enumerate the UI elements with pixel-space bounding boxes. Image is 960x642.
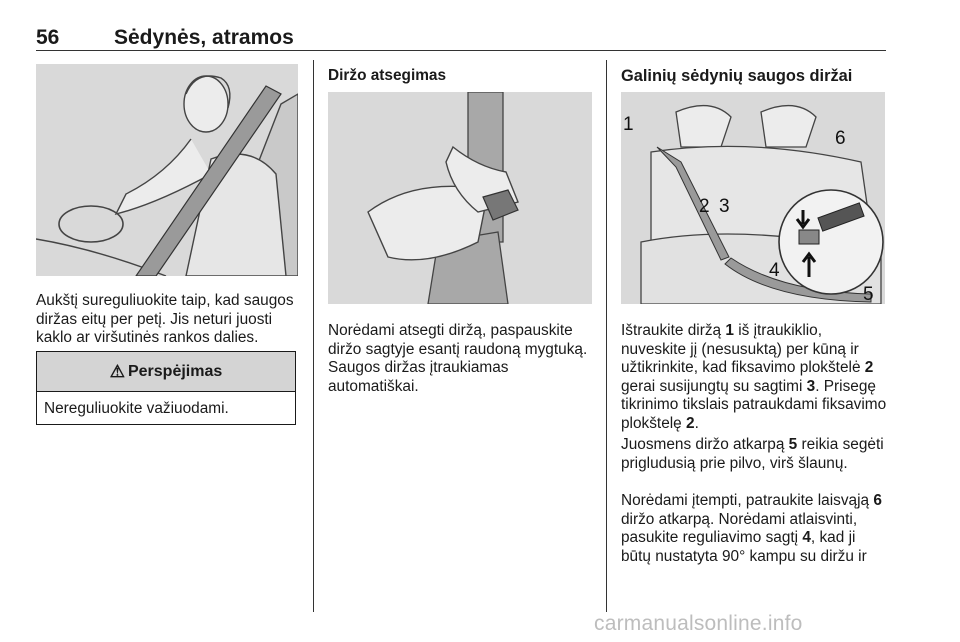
column-divider-2 xyxy=(606,60,607,612)
figure-seat-belt-driver xyxy=(36,64,298,276)
page-header xyxy=(36,26,886,50)
warning-title: Perspėjimas xyxy=(127,362,223,380)
ref-number: 2 xyxy=(686,414,695,432)
warning-text: Nereguliuokite važiuodami. xyxy=(44,400,229,417)
driver-illustration xyxy=(36,64,298,276)
text-run: Juosmens diržo atkarpą xyxy=(621,436,789,453)
text-run: diržo atkarpą. Norėdami atlaisvinti, pasukite reguliavimo sagtį xyxy=(621,510,858,547)
rear-belt-paragraph-3 xyxy=(621,492,889,566)
warning-header xyxy=(37,352,295,392)
callout-2: 2 xyxy=(699,196,710,217)
text-run: gerai susijungtų su sagtimi xyxy=(621,377,807,395)
ref-number: 1 xyxy=(725,322,734,339)
rear-seat-illustration xyxy=(621,92,885,304)
unbuckle-text: Norėdami atsegti diržą, paspauskite diržo sagtyje esantį raudoną mygtuką. Saugos diržas įtraukiamas automatiškai. xyxy=(328,322,588,395)
text-run: Ištraukite diržą xyxy=(621,322,726,339)
text-run: Norėdami įtempti, patraukite laisvąją xyxy=(621,492,874,509)
figure-rear-seat-belts xyxy=(621,92,885,304)
text-run: iš įtraukiklio, nuveskite jį (nesusuktą) per kūną ir užtikrinkite, kad fiksavimo plokštelė xyxy=(621,322,865,377)
text-run: . Prisegę tikrinimo tikslais patraukdami fiksavimo plokštelę xyxy=(621,377,887,432)
text-run: , kad ji būtų nustatyta 90° kampu su diržu ir xyxy=(621,529,867,565)
warning-triangle-icon: ⚠ xyxy=(109,361,125,381)
callout-6: 6 xyxy=(835,128,846,149)
ref-number: 5 xyxy=(788,436,798,453)
ref-number: 3 xyxy=(806,377,816,395)
text-run: . xyxy=(694,414,699,432)
unbuckle-heading: Diržo atsegimas xyxy=(328,67,447,84)
ref-number: 6 xyxy=(873,492,882,509)
height-adjust-text: Aukštį sureguliuokite taip, kad saugos diržas eitų per petį. Jis neturi juosti kaklo ar viršutinės rankos dalies. xyxy=(36,292,294,347)
column-divider-1 xyxy=(313,60,314,612)
header-divider xyxy=(36,50,886,51)
callout-1: 1 xyxy=(623,114,634,135)
callout-3: 3 xyxy=(719,196,730,217)
ref-number: 2 xyxy=(864,359,874,377)
ref-number: 4 xyxy=(802,529,811,547)
rear-belts-heading: Galinių sėdynių saugos diržai xyxy=(621,67,853,85)
figure-belt-release xyxy=(328,92,592,304)
text-run: reikia segėti prigludusią prie pilvo, virš šlaunų. xyxy=(621,436,884,472)
warning-box xyxy=(36,351,296,425)
rear-belt-paragraph-1 xyxy=(621,322,889,434)
watermark: carmanualsonline.info xyxy=(594,612,803,635)
callout-4: 4 xyxy=(769,260,780,281)
callout-5: 5 xyxy=(863,284,874,304)
page-title: Sėdynės, atramos xyxy=(114,26,294,49)
buckle-illustration xyxy=(328,92,592,304)
rear-belt-paragraph-2 xyxy=(621,436,889,473)
page-number: 56 xyxy=(36,26,60,49)
